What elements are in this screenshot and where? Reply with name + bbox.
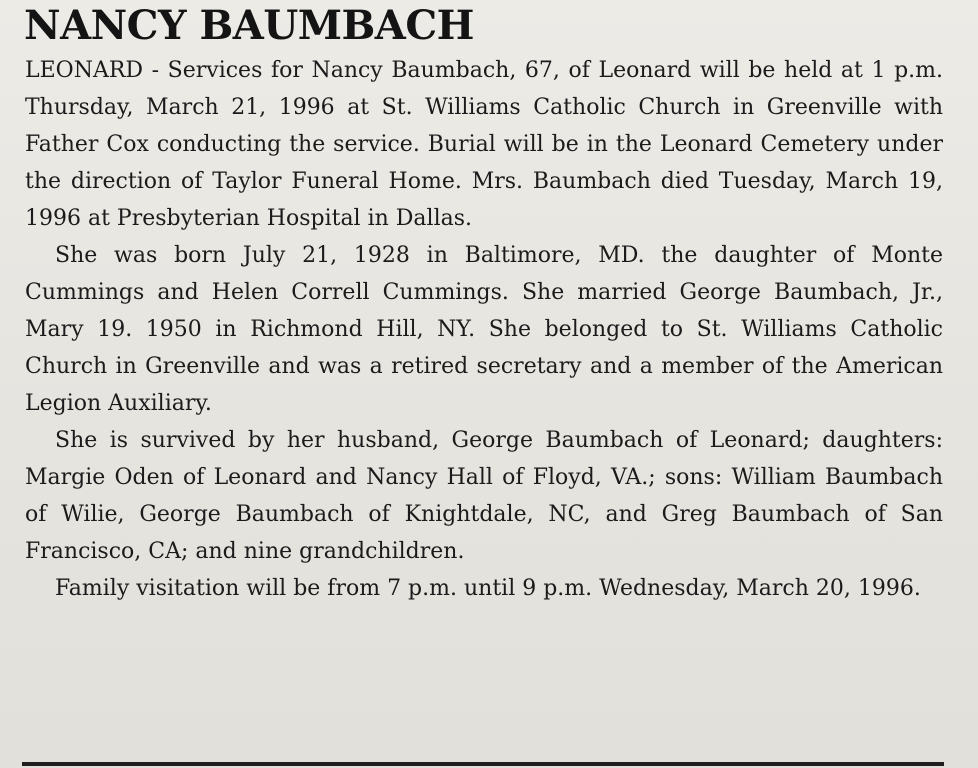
obituary-headline: NANCY BAUMBACH <box>24 2 474 49</box>
paragraph-visitation: Family visitation will be from 7 p.m. until 9 p.m. Wednesday, March 20, 1996. <box>55 576 921 601</box>
paragraph-biography: She was born July 21, 1928 in Baltimore, MD. the daughter of Monte Cummings and Helen Correll Cummings. She married George Baumbach, Jr., Mary 19. 1950 in Richmond Hill, NY. She belonged to St. Williams Catholic Church in Greenville and was a retired secretary and a member of the American Legion Auxiliary. <box>25 243 943 416</box>
paragraph-survivors: She is survived by her husband, George Baumbach of Leonard; daughters: Margie Oden of Leonard and Nancy Hall of Floyd, VA.; sons: William Baumbach of Wilie, George Baumbach of Knightdale, NC, and Greg Baumbach of San Francisco, CA; and nine grandchildren. <box>25 428 943 564</box>
obituary-body <box>25 52 943 607</box>
bottom-rule-divider <box>22 762 944 766</box>
paragraph-services: LEONARD - Services for Nancy Baumbach, 67, of Leonard will be held at 1 p.m. Thursday, March 21, 1996 at St. Williams Catholic Church in Greenville with Father Cox conducting the service. Burial will be in the Leonard Cemetery under the direction of Taylor Funeral Home. Mrs. Baumbach died Tuesday, March 19, 1996 at Presbyterian Hospital in Dallas. <box>25 58 943 231</box>
